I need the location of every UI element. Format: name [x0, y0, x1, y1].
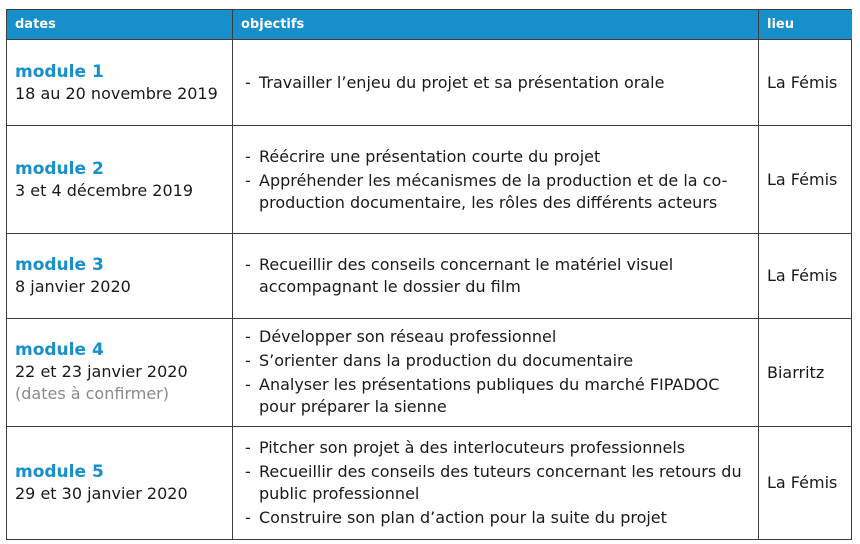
lieu-cell: La Fémis — [759, 234, 852, 318]
module-title: module 1 — [15, 61, 104, 82]
table-row — [7, 318, 852, 426]
module-dates: 29 et 30 janvier 2020 — [15, 483, 188, 503]
lieu-cell: La Fémis — [759, 426, 852, 539]
dates-note: (dates à confirmer) — [15, 384, 169, 404]
objectifs-cell — [233, 318, 759, 426]
lieu-cell: Biarritz — [759, 318, 852, 426]
module-dates: 18 au 20 novembre 2019 — [15, 83, 218, 103]
objectif-item: - Recueillir des conseils des tuteurs concernant les retours du public professionnel — [245, 461, 748, 505]
objectifs-cell — [233, 40, 759, 126]
objectif-item: - Analyser les présentations publiques du marché FIPADOC pour préparer la sienne — [245, 374, 748, 418]
dates-cell — [7, 318, 233, 426]
dates-cell — [7, 40, 233, 126]
module-title: module 4 — [15, 340, 104, 361]
header-objectifs: objectifs — [233, 10, 759, 40]
table-row — [7, 426, 852, 539]
objectif-item: - Travailler l’enjeu du projet et sa présentation orale — [245, 72, 748, 94]
dates-cell — [7, 426, 233, 539]
dates-cell — [7, 126, 233, 234]
table-row — [7, 234, 852, 318]
objectif-item: - Appréhender les mécanismes de la production et de la co-production documentaire, les rôles des différents acteurs — [245, 170, 748, 214]
objectif-item: - Développer son réseau professionnel — [245, 326, 748, 348]
lieu-cell: La Fémis — [759, 126, 852, 234]
dates-cell — [7, 234, 233, 318]
header-row — [7, 10, 852, 40]
module-dates: 8 janvier 2020 — [15, 276, 131, 296]
table-row — [7, 126, 852, 234]
objectif-item: - Réécrire une présentation courte du projet — [245, 146, 748, 168]
module-title: module 2 — [15, 158, 104, 179]
objectif-item: - Recueillir des conseils concernant le matériel visuel accompagnant le dossier du film — [245, 254, 748, 298]
header-lieu: lieu — [759, 10, 852, 40]
objectifs-cell — [233, 426, 759, 539]
objectif-item: - Construire son plan d’action pour la suite du projet — [245, 507, 748, 529]
module-title: module 5 — [15, 461, 104, 482]
objectifs-cell — [233, 234, 759, 318]
objectif-item: - S’orienter dans la production du documentaire — [245, 350, 748, 372]
objectifs-cell — [233, 126, 759, 234]
objectif-item: - Pitcher son projet à des interlocuteurs professionnels — [245, 437, 748, 459]
module-dates: 3 et 4 décembre 2019 — [15, 180, 193, 200]
table-row — [7, 40, 852, 126]
module-title: module 3 — [15, 254, 104, 275]
schedule-table — [6, 9, 852, 540]
lieu-cell: La Fémis — [759, 40, 852, 126]
module-dates: 22 et 23 janvier 2020 — [15, 362, 188, 382]
header-dates: dates — [7, 10, 233, 40]
